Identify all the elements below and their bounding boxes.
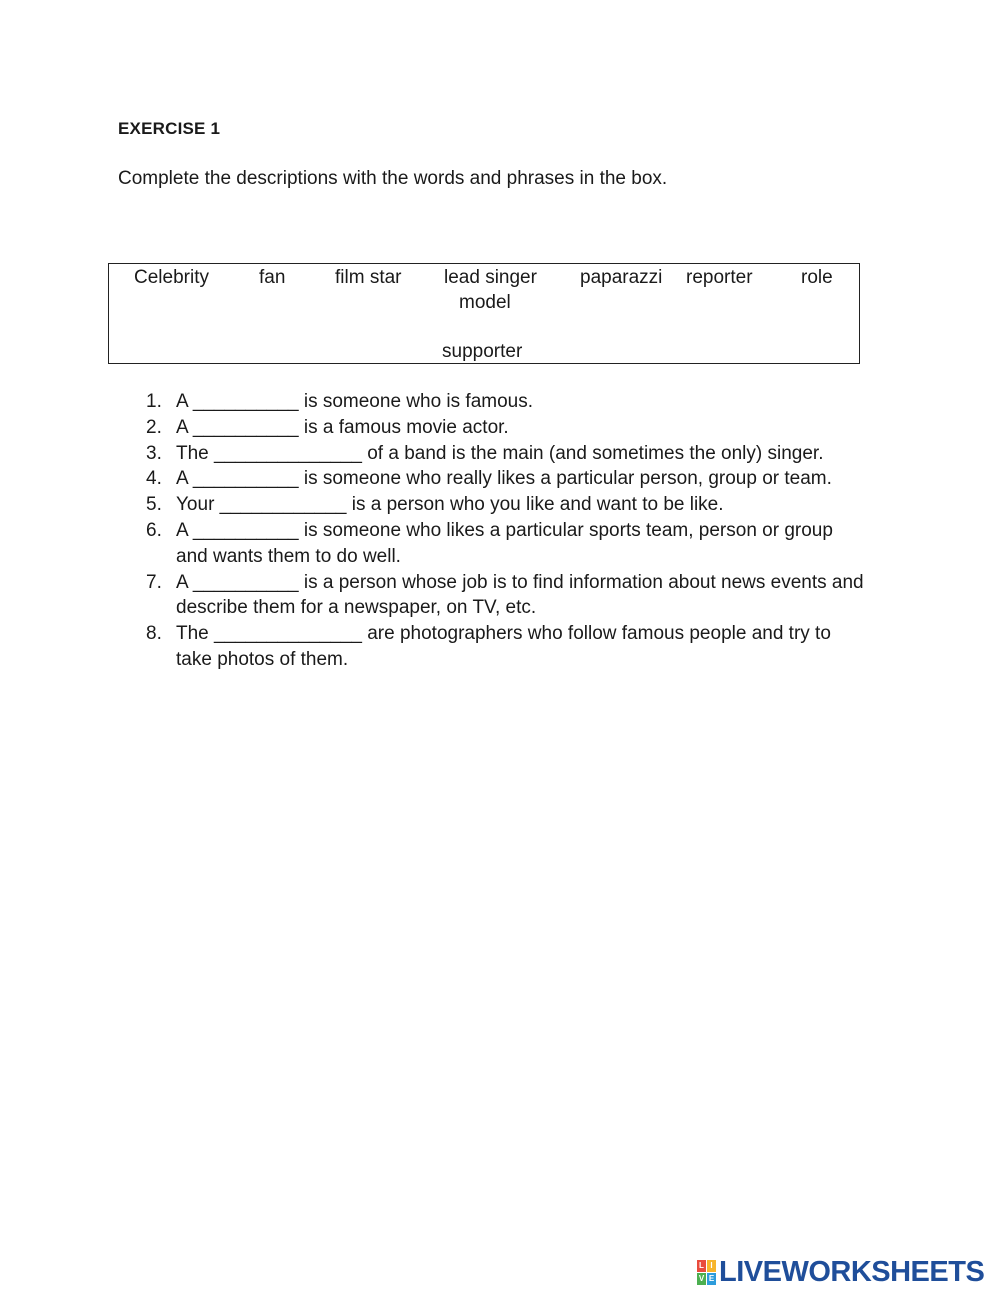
question-number: 8. <box>146 623 162 645</box>
question-item <box>146 518 866 570</box>
question-text: A __________ is a person whose job is to find information about news events and describe them for a newspaper, on TV, etc. <box>176 571 864 619</box>
question-number: 6. <box>146 519 162 541</box>
question-text: A __________ is a famous movie actor. <box>176 416 509 438</box>
question-item <box>146 389 866 415</box>
word-film-star: film star <box>335 267 402 288</box>
word-model: model <box>459 292 511 313</box>
logo-letter: V <box>698 1274 705 1283</box>
question-number: 7. <box>146 571 162 593</box>
exercise-title: EXERCISE 1 <box>118 119 221 138</box>
question-item <box>146 441 866 467</box>
question-item <box>146 492 866 518</box>
word-reporter: reporter <box>686 267 753 288</box>
question-item <box>146 466 866 492</box>
logo-letter: E <box>708 1274 715 1283</box>
question-number: 4. <box>146 468 162 490</box>
logo-mark-icon <box>697 1260 716 1285</box>
word-fan: fan <box>259 267 286 288</box>
question-item <box>146 621 866 673</box>
question-number: 3. <box>146 442 162 464</box>
question-list <box>146 389 866 673</box>
question-number: 1. <box>146 391 162 412</box>
exercise-instruction: Complete the descriptions with the words and phrases in the box. <box>118 168 668 189</box>
logo-text: LIVEWORKSHEETS <box>719 1256 985 1288</box>
question-text: The ______________ of a band is the main (and sometimes the only) singer. <box>176 442 824 464</box>
question-item <box>146 415 866 441</box>
question-text: Your ____________ is a person who you like and want to be like. <box>176 494 724 516</box>
logo-letter: I <box>707 1260 716 1272</box>
question-number: 5. <box>146 494 162 516</box>
question-number: 2. <box>146 416 162 438</box>
question-text: A __________ is someone who likes a particular sports team, person or group and wants them to do well. <box>176 519 833 567</box>
word-supporter: supporter <box>442 341 523 362</box>
logo-letter: L <box>697 1260 706 1272</box>
question-text: The ______________ are photographers who follow famous people and try to take photos of them. <box>176 623 831 670</box>
word-box <box>108 263 860 364</box>
question-text: A __________ is someone who is famous. <box>176 391 534 412</box>
word-celebrity: Celebrity <box>134 267 209 288</box>
liveworksheets-logo <box>697 1256 984 1289</box>
question-item <box>146 570 866 622</box>
word-role: role <box>801 267 833 288</box>
question-text: A __________ is someone who really likes a particular person, group or team. <box>176 468 832 490</box>
word-paparazzi: paparazzi <box>580 267 663 288</box>
word-lead-singer: lead singer <box>444 267 537 288</box>
